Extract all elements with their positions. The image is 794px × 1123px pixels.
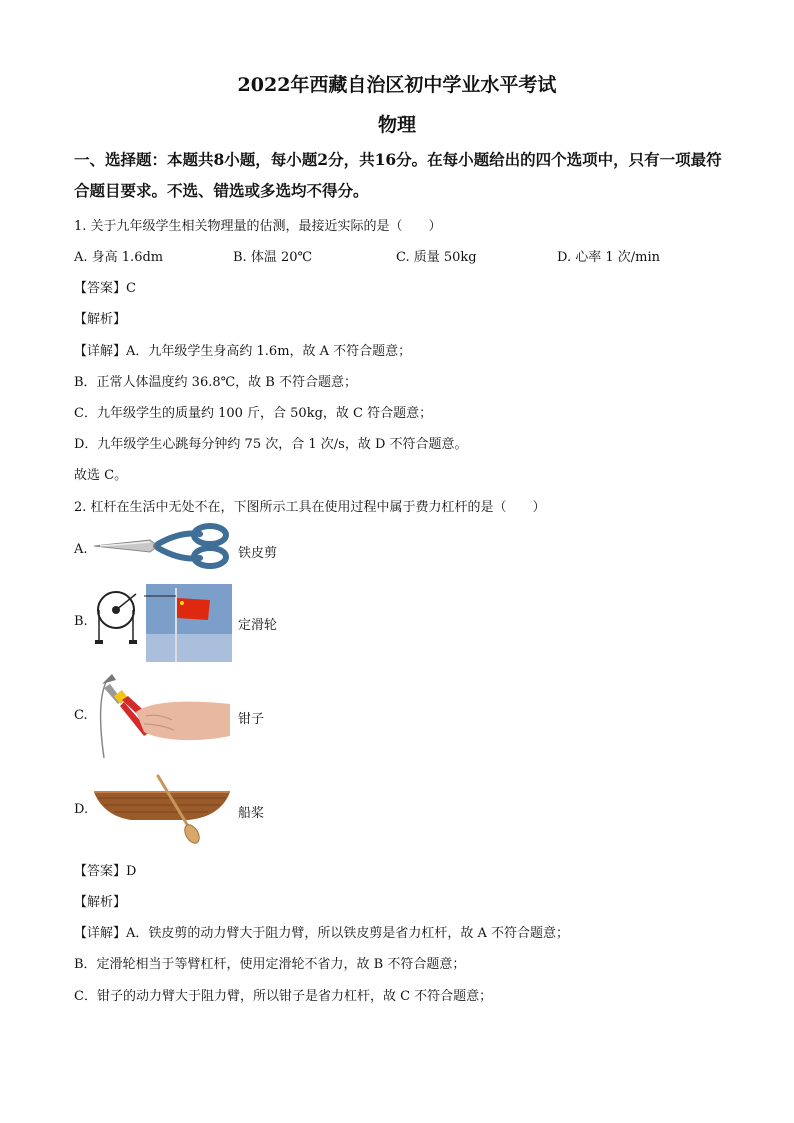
q2-detail-b: B．定滑轮相当于等臂杠杆，使用定滑轮不省力，故 B 不符合题意； [74,957,466,972]
q2-option-d-name: 船桨 [238,806,265,821]
subject-title: 物理 [377,114,416,136]
exam-title: 2022年西藏自治区初中学业水平考试 [237,74,557,96]
boat-oar-image [92,774,232,844]
q1-detail-d: D．九年级学生心跳每分钟约 75 次，合 1 次/s，故 D 不符合题意。 [74,437,468,452]
q2-stem: 2. 杠杆在生活中无处不在，下图所示工具在使用过程中属于费力杠杆的是（ ） [74,500,546,515]
fixed-pulley-image [92,584,232,662]
q1-answer: 【答案】C [74,281,136,296]
q1-detail-a: 【详解】A．九年级学生身高约 1.6m，故 A 不符合题意； [74,344,412,359]
q2-detail-c: C．钳子的动力臂大于阻力臂，所以钳子是省力杠杆，故 C 不符合题意； [74,989,493,1004]
q2-option-b-name: 定滑轮 [238,618,278,633]
q2-option-c-name: 钳子 [238,712,265,727]
tin-snips-image [92,522,232,570]
q2-analysis-label: 【解析】 [74,895,127,910]
q1-stem: 1. 关于九年级学生相关物理量的估测，最接近实际的是（ ） [74,219,442,234]
section-heading: 一、选择题：本题共8小题，每小题2分，共16分。在每小题给出的四个选项中，只有一项最符合题目要求。不选、错选或多选均不得分。 [74,150,722,200]
q1-option-c: C. 质量 50kg [396,250,477,265]
q1-detail-b: B．正常人体温度约 36.8℃，故 B 不符合题意； [74,375,357,390]
q1-detail-c: C．九年级学生的质量约 100 斤，合 50kg，故 C 符合题意； [74,406,433,421]
q2-option-d-label: D. [74,802,89,817]
q1-option-b: B. 体温 20℃ [233,250,313,265]
q1-option-d: D. 心率 1 次/min [557,250,660,265]
pliers-image [92,670,232,762]
q2-answer: 【答案】D [74,864,137,879]
q1-analysis-label: 【解析】 [74,312,127,327]
q2-option-c-label: C. [74,708,88,723]
q2-option-a-name: 铁皮剪 [238,546,278,561]
q2-option-a-label: A. [74,542,88,557]
q2-detail-a: 【详解】A．铁皮剪的动力臂大于阻力臂，所以铁皮剪是省力杠杆，故 A 不符合题意； [74,926,570,941]
q1-conclusion: 故选 C。 [74,468,128,483]
q1-option-a: A. 身高 1.6dm [74,250,164,265]
q2-option-b-label: B. [74,614,88,629]
